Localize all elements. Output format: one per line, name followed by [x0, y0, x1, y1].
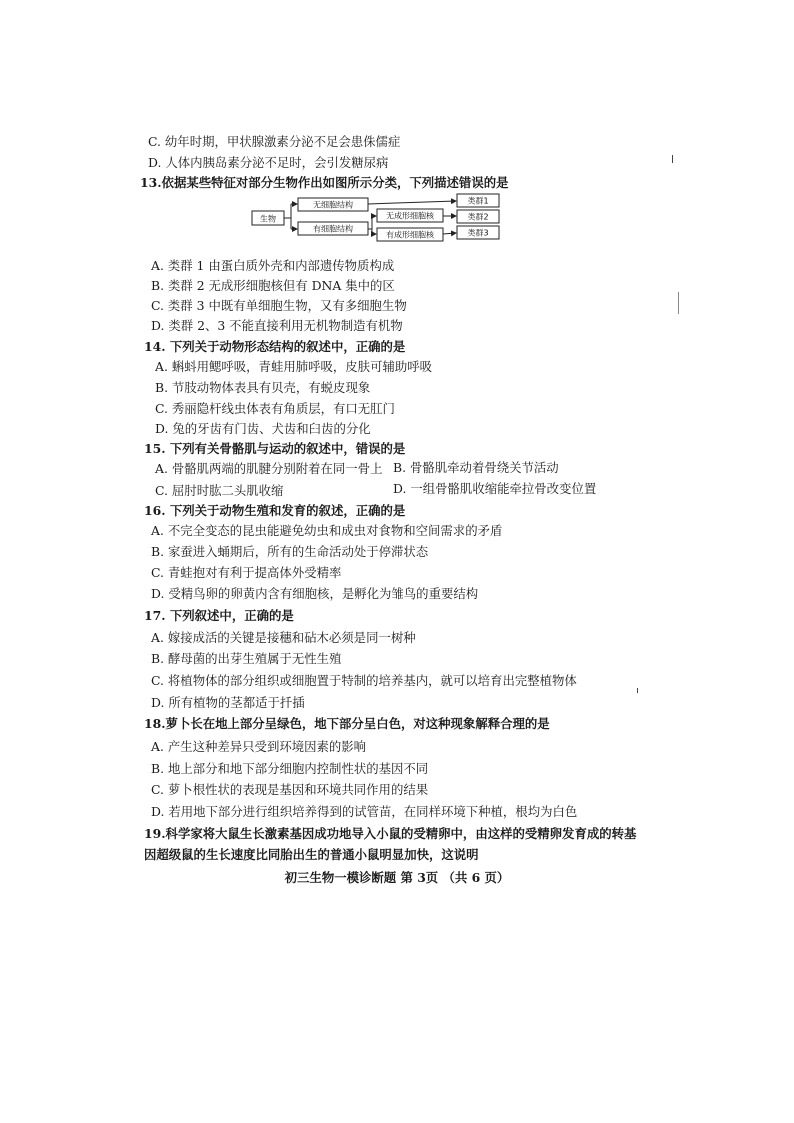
scan-mark [637, 688, 638, 693]
scan-mark [678, 292, 679, 314]
q17-option-d: D. 所有植物的茎都适于扦插 [151, 695, 305, 710]
page-footer: 初三生物一模诊断题 第 3页 （共 6 页） [284, 870, 510, 885]
q16-option-b: B. 家蚕进入蛹期后，所有的生命活动处于停滞状态 [151, 544, 429, 559]
q12-option-d: D. 人体内胰岛素分泌不足时，会引发糖尿病 [148, 155, 389, 170]
label-group3: 类群3 [467, 228, 489, 238]
q16-option-c: C. 青蛙抱对有利于提高体外受精率 [151, 565, 342, 580]
q14-stem: 14. 下列关于动物形态结构的叙述中，正确的是 [144, 339, 406, 354]
label-group1: 类群1 [467, 196, 489, 206]
label-has-cell: 有细胞结构 [313, 224, 353, 234]
q15-option-b: B. 骨骼肌牵动着骨绕关节活动 [393, 460, 559, 475]
label-organisms: 生物 [260, 214, 276, 224]
q15-stem: 15. 下列有关骨骼肌与运动的叙述中，错误的是 [144, 441, 406, 456]
label-has-nucleus: 有成形细胞核 [386, 230, 434, 240]
q17-option-a: A. 嫁接成活的关键是接穗和砧木必须是同一树种 [151, 630, 416, 645]
q18-option-b: B. 地上部分和地下部分细胞内控制性状的基因不同 [151, 761, 429, 776]
q18-option-a: A. 产生这种差异只受到环境因素的影响 [151, 739, 367, 754]
label-no-cell: 无细胞结构 [313, 200, 353, 210]
q14-option-b: B. 节肢动物体表具有贝壳，有蜕皮现象 [155, 380, 371, 395]
q13-option-d: D. 类群 2、3 不能直接利用无机物制造有机物 [151, 318, 403, 333]
q13-stem: 13.依据某些特征对部分生物作出如图所示分类，下列描述错误的是 [140, 175, 509, 190]
q18-stem: 18.萝卜长在地上部分呈绿色，地下部分呈白色，对这种现象解释合理的是 [144, 716, 550, 731]
q12-option-c: C. 幼年时期，甲状腺激素分泌不足会患侏儒症 [148, 134, 401, 149]
label-no-nucleus: 无成形细胞核 [386, 211, 434, 221]
q17-stem: 17. 下列叙述中，正确的是 [144, 608, 294, 623]
q19-stem-line1: 19.科学家将大鼠生长激素基因成功地导入小鼠的受精卵中，由这样的受精卵发育成的转基 [144, 826, 637, 841]
q13-option-a: A. 类群 1 由蛋白质外壳和内部遗传物质构成 [151, 258, 395, 273]
q17-option-c: C. 将植物体的部分组织或细胞置于特制的培养基内，就可以培育出完整植物体 [151, 673, 577, 688]
q16-option-a: A. 不完全变态的昆虫能避免幼虫和成虫对食物和空间需求的矛盾 [151, 523, 503, 538]
q15-option-d: D. 一组骨骼肌收缩能牵拉骨改变位置 [393, 481, 597, 496]
label-group2: 类群2 [467, 212, 489, 222]
q19-stem-line2: 因超级鼠的生长速度比同胎出生的普通小鼠明显加快，这说明 [144, 847, 479, 862]
q18-option-d: D. 若用地下部分进行组织培养得到的试管苗，在同样环境下种植，根均为白色 [151, 804, 578, 819]
q13-option-b: B. 类群 2 无成形细胞核但有 DNA 集中的区 [151, 278, 395, 293]
q15-option-a: A. 骨骼肌两端的肌腱分别附着在同一骨上 [155, 461, 383, 476]
q18-option-c: C. 萝卜根性状的表现是基因和环境共同作用的结果 [151, 782, 429, 797]
q16-option-d: D. 受精鸟卵的卵黄内含有细胞核，是孵化为雏鸟的重要结构 [151, 586, 479, 601]
q16-stem: 16. 下列关于动物生殖和发育的叙述，正确的是 [144, 503, 406, 518]
q14-option-c: C. 秀丽隐杆线虫体表有角质层，有口无肛门 [155, 401, 395, 416]
q14-option-d: D. 兔的牙齿有门齿、犬齿和臼齿的分化 [155, 421, 371, 436]
q14-option-a: A. 蝌蚪用鳃呼吸，青蛙用肺呼吸，皮肤可辅助呼吸 [155, 359, 433, 374]
classification-diagram [250, 192, 510, 244]
q17-option-b: B. 酵母菌的出芽生殖属于无性生殖 [151, 651, 342, 666]
q13-option-c: C. 类群 3 中既有单细胞生物，又有多细胞生物 [151, 298, 407, 313]
q15-option-c: C. 屈肘时肱二头肌收缩 [155, 483, 284, 498]
scan-mark [672, 155, 673, 163]
